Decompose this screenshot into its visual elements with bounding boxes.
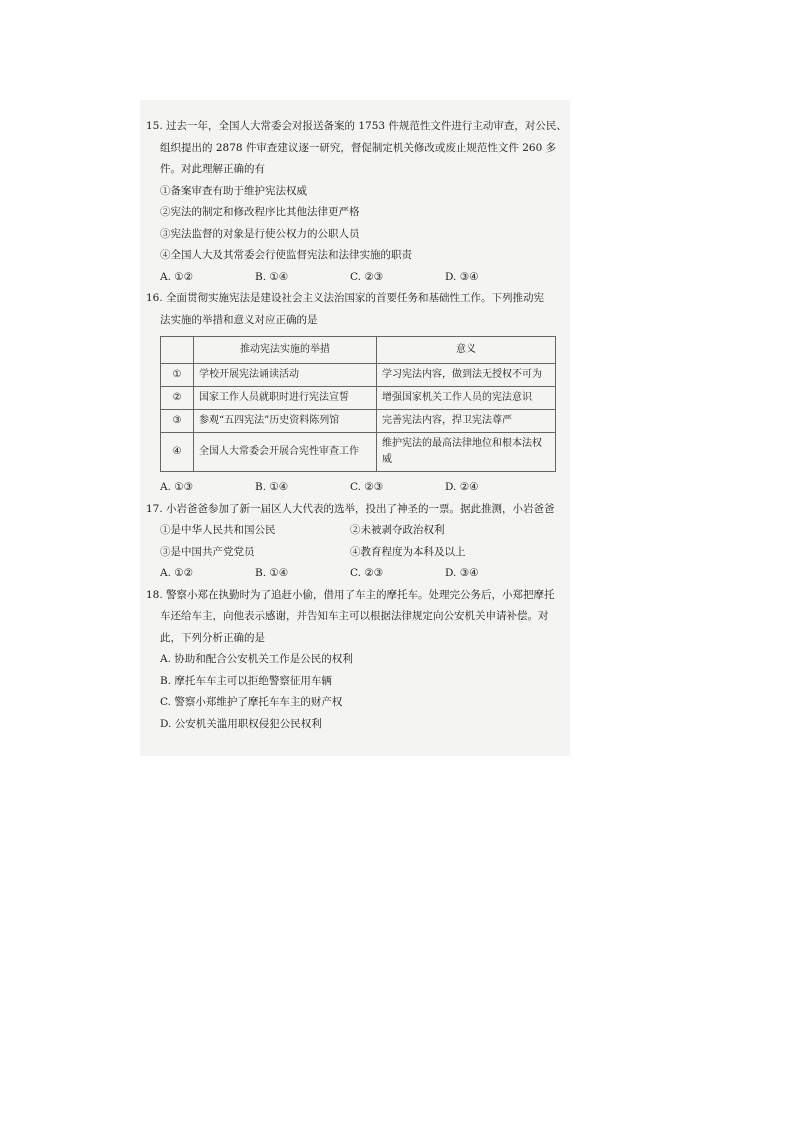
table-row: [161, 387, 556, 410]
question-15-item: ①备案审查有助于维护宪法权威: [160, 184, 307, 197]
table-cell-measure: 国家工作人员就职时进行宪法宣誓: [194, 387, 377, 410]
question-15-stem-line: 件。对此理解正确的有: [160, 163, 265, 175]
question-18-option: D. 公安机关滥用职权侵犯公民权利: [160, 717, 322, 730]
question-15: [146, 116, 567, 288]
question-17-item: ④教育程度为本科及以上: [350, 545, 466, 558]
question-18-stem-line: 车还给车主，向他表示感谢，并告知车主可以根据法律规定向公安机关申请补偿。对: [160, 610, 549, 622]
table-cell-number: ④: [161, 433, 194, 472]
question-16-stem-line: 16. 全面贯彻实施宪法是建设社会主义法治国家的首要任务和基础性工作。下列推动宪: [146, 292, 545, 304]
question-17-item: ①是中华人民共和国公民: [160, 524, 276, 536]
table-cell-measure: 全国人大常委会开展合宪性审查工作: [194, 433, 377, 472]
table-cell-meaning: 增强国家机关工作人员的宪法意识: [377, 387, 556, 410]
option-b: B. ①④: [255, 481, 289, 493]
option-a: A. ①②: [160, 270, 194, 283]
question-18-option: C. 警察小郑维护了摩托车车主的财产权: [160, 696, 343, 708]
option-c: C. ②③: [350, 481, 384, 493]
table-cell-number: ③: [161, 410, 194, 433]
option-c: C. ②③: [350, 567, 384, 579]
option-a: A. ①②: [160, 567, 194, 579]
table-row: [161, 433, 556, 472]
question-15-options: [146, 267, 560, 289]
table-row: [161, 364, 556, 387]
option-d: D. ③④: [445, 567, 479, 579]
option-b: B. ①④: [255, 567, 289, 579]
question-17: [146, 499, 560, 585]
table-cell-number: ①: [161, 364, 194, 387]
question-18: [146, 585, 560, 736]
question-18-stem-line: 此，下列分析正确的是: [160, 631, 265, 644]
table-cell-meaning: 完善宪法内容，捍卫宪法尊严: [377, 410, 556, 433]
option-d: D. ②④: [445, 481, 479, 493]
table-header-row: [161, 337, 556, 364]
question-18-option: A. 协助和配合公安机关工作是公民的权利: [160, 653, 353, 665]
question-15-item: ②宪法的制定和修改程序比其他法律更严格: [160, 206, 360, 218]
question-15-stem-line: 15. 过去一年，全国人大常委会对报送备案的 1753 件规范性文件进行主动审查，对公民、: [146, 120, 567, 132]
question-17-items-row: [146, 542, 560, 564]
table-cell-measure: 参观“五四宪法”历史资料陈列馆: [194, 410, 377, 433]
measures-table: [160, 336, 556, 472]
question-17-item: ②未被剥夺政治权利: [350, 524, 445, 536]
question-18-option: B. 摩托车车主可以拒绝警察征用车辆: [160, 674, 332, 687]
question-18-stem-line: 18. 警察小郑在执勤时为了追赶小偷，借用了车主的摩托车。处理完公务后，小郑把摩托: [146, 588, 555, 601]
question-17-item: ③是中国共产党党员: [160, 545, 255, 558]
table-row: [161, 410, 556, 433]
option-a: A. ①③: [160, 481, 194, 493]
table-cell-number: ②: [161, 387, 194, 410]
table-cell-measure: 学校开展宪法诵读活动: [194, 364, 377, 387]
question-15-stem-line: 组织提出的 2878 件审查建议逐一研究，督促制定机关修改或废止规范性文件 260 多: [160, 141, 557, 154]
question-17-options: [146, 563, 560, 585]
question-16-stem-line: 法实施的举措和意义对应正确的是: [160, 313, 318, 326]
question-17-items-row: [146, 520, 560, 542]
table-header-meaning: 意义: [377, 337, 556, 364]
exam-content: [146, 116, 567, 735]
question-15-item: ④全国人大及其常委会行使监督宪法和法律实施的职责: [160, 249, 412, 261]
table-header-number: [161, 337, 194, 364]
question-16-options: [146, 477, 560, 499]
table-cell-meaning: 维护宪法的最高法律地位和根本法权威: [377, 433, 556, 472]
option-d: D. ③④: [445, 270, 479, 283]
question-17-stem-line: 17. 小岩爸爸参加了新一届区人大代表的选举，投出了神圣的一票。据此推测，小岩爸爸: [146, 502, 555, 515]
option-c: C. ②③: [350, 270, 384, 283]
question-16: [146, 288, 560, 499]
table-cell-meaning: 学习宪法内容，做到法无授权不可为: [377, 364, 556, 387]
question-15-item: ③宪法监督的对象是行使公权力的公职人员: [160, 227, 360, 240]
table-header-measure: 推动宪法实施的举措: [194, 337, 377, 364]
option-b: B. ①④: [255, 270, 289, 283]
